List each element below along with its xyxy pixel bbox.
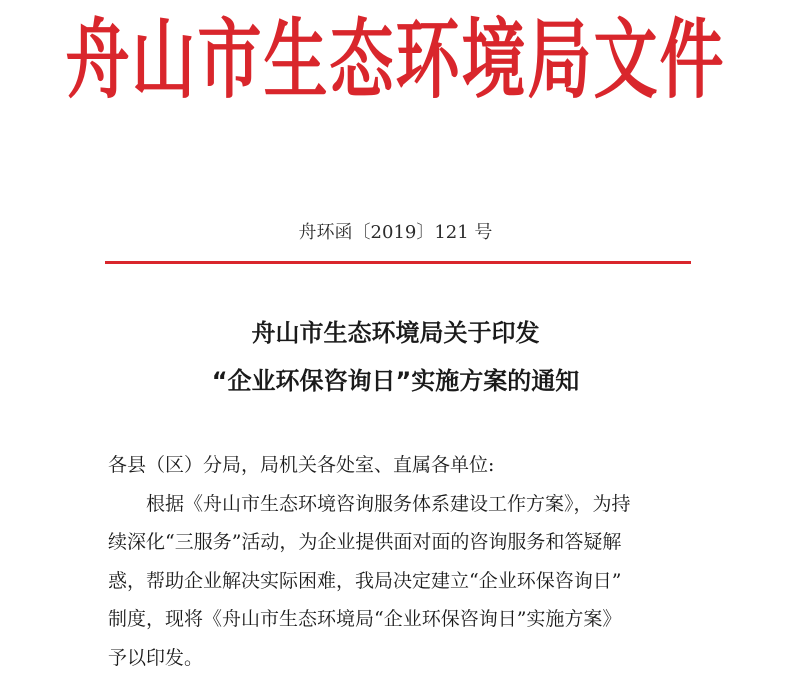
title-line-1: 舟山市生态环境局关于印发 bbox=[251, 319, 540, 347]
body-line-2: 续深化“三服务”活动，为企业提供面对面的咨询服务和答疑解 bbox=[108, 531, 622, 553]
document-title bbox=[0, 309, 791, 405]
body-line-4: 制度，现将《舟山市生态环境局“企业环保咨询日”实施方案》 bbox=[108, 608, 622, 630]
salutation: 各县（区）分局，局机关各处室、直属各单位: bbox=[108, 454, 495, 476]
document-body bbox=[108, 446, 698, 677]
body-line-5: 予以印发。 bbox=[108, 646, 204, 669]
body-line-1: 根据《舟山市生态环境咨询服务体系建设工作方案》，为持 bbox=[146, 492, 631, 515]
title-line-2: “企业环保咨询日”实施方案的通知 bbox=[211, 367, 580, 395]
document-masthead: 舟山市生态环境局文件 bbox=[65, 11, 726, 112]
red-divider-line bbox=[105, 261, 691, 264]
document-number: 舟环函〔2019〕121 号 bbox=[298, 222, 493, 243]
body-line-3: 惑，帮助企业解决实际困难，我局决定建立“企业环保咨询日” bbox=[108, 569, 622, 592]
